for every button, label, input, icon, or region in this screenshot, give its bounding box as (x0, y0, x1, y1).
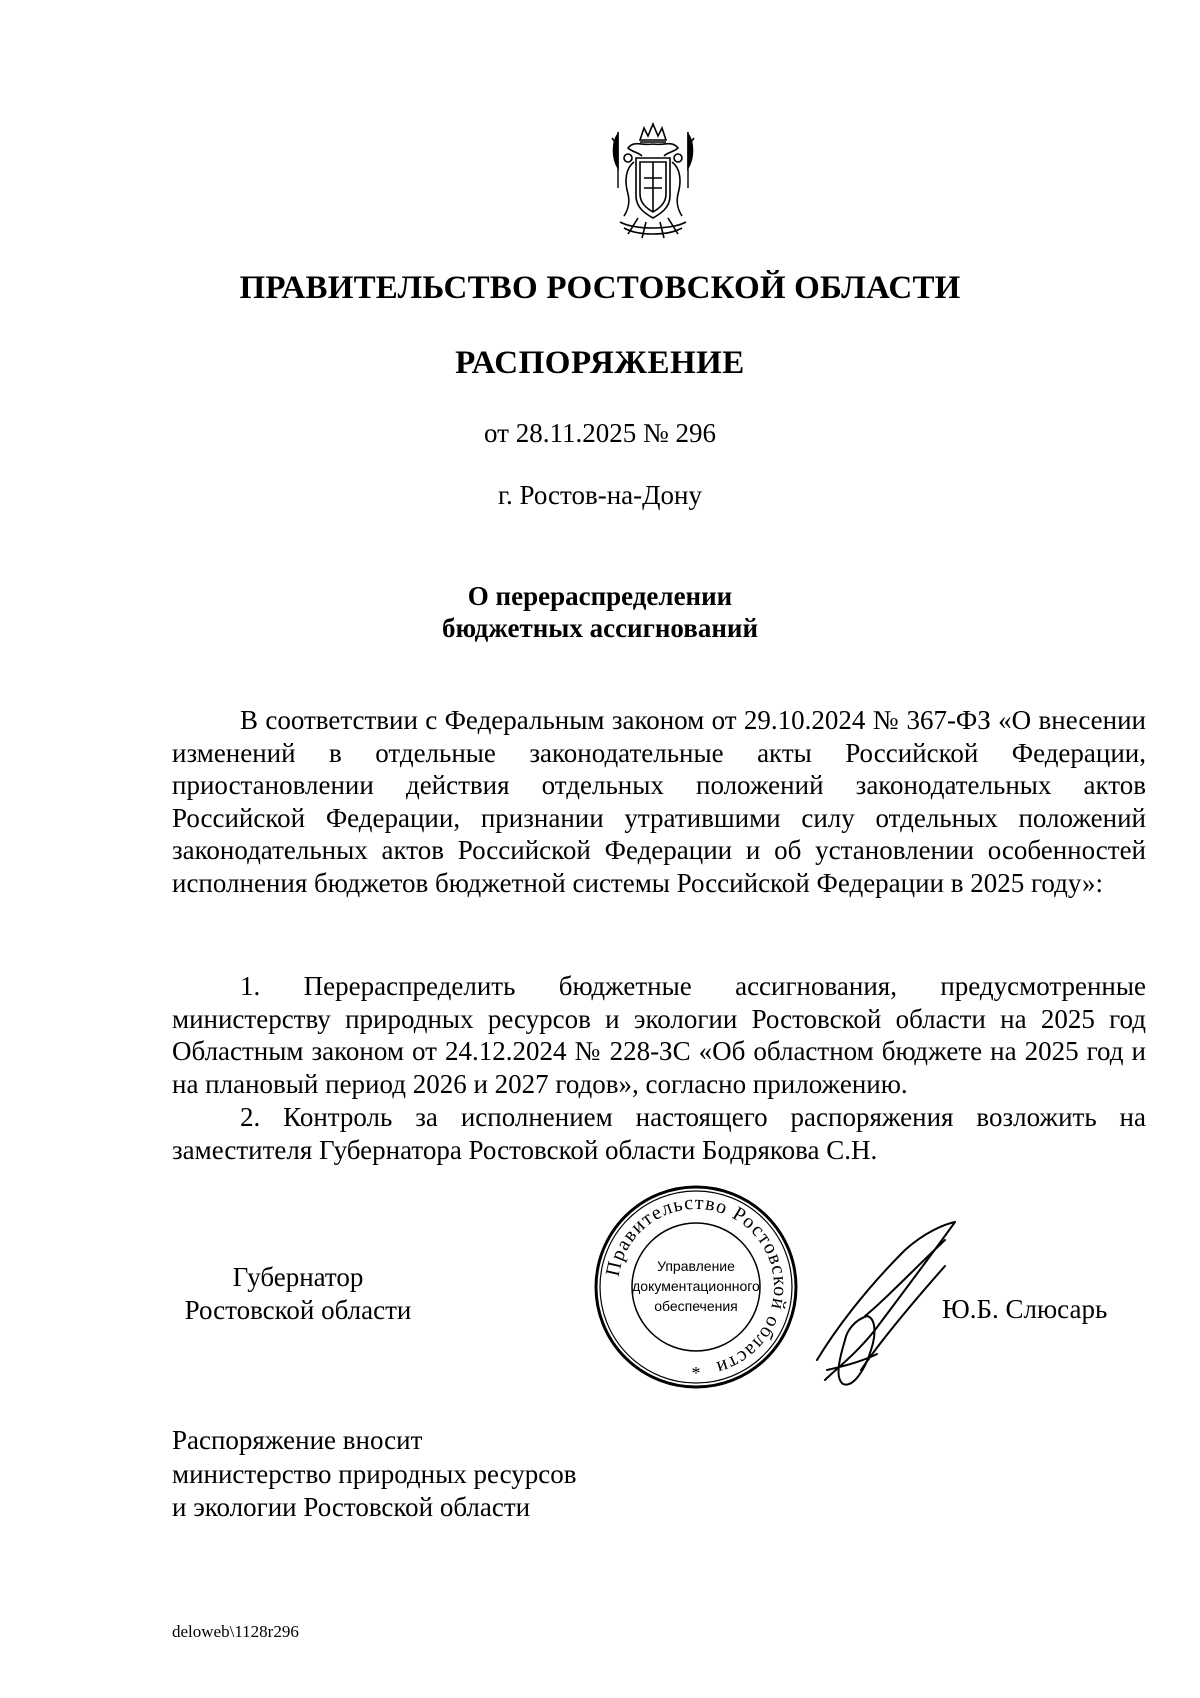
signatory-role-line-1: Губернатор (232, 1262, 364, 1292)
seal-center-line-2: документационного (632, 1278, 760, 1294)
preamble-paragraph (172, 704, 1146, 899)
subject-line-1: О перераспределении (467, 581, 733, 611)
item-2-text: 2. Контроль за исполнением настоящего распоряжения возложить на заместителя Губернатора Ростовской области Бодрякова С.Н. (172, 1102, 1146, 1165)
item-2-paragraph (172, 1101, 1146, 1166)
official-seal (592, 1183, 800, 1391)
seal-ring-text: Правительство Ростовской области (601, 1191, 792, 1380)
seal-center-line-3: обеспечения (654, 1298, 738, 1314)
submitted-by-line-1: Распоряжение вносит (172, 1425, 423, 1455)
organization-title: ПРАВИТЕЛЬСТВО РОСТОВСКОЙ ОБЛАСТИ (239, 270, 961, 306)
seal-star: * (691, 1363, 701, 1383)
signatory-name: Ю.Б. Слюсарь (942, 1294, 1108, 1324)
seal-center-line-1: Управление (657, 1258, 735, 1274)
document-city: г. Ростов-на-Дону (497, 480, 702, 510)
item-1-paragraph (172, 970, 1146, 1100)
submitted-by-block (172, 1424, 577, 1525)
submitted-by-line-2: министерство природных ресурсов (172, 1458, 577, 1489)
signatory-role (178, 1261, 418, 1327)
signatory-role-line-2: Ростовской области (184, 1295, 412, 1325)
submitted-by-line-3: и экологии Ростовской области (172, 1492, 531, 1522)
preamble-text: В соответствии с Федеральным законом от 29.10.2024 № 367-ФЗ «О внесении изменений в отдельные законодательные акты Российской Федерации, приостановлении действия отдельных положений законодательных актов Российской Федерации, признании утратившими силу отдельных положений законодательных актов Российской Федерации и об установлении особенностей исполнения бюджетов бюджетной системы Российской Федерации в 2025 году»: (172, 705, 1146, 898)
document-type: РАСПОРЯЖЕНИЕ (455, 345, 745, 381)
document-subject (0, 580, 1200, 644)
coat-of-arms-icon (598, 118, 708, 243)
subject-line-2: бюджетных ассигнований (441, 613, 759, 643)
item-1-text: 1. Перераспределить бюджетные ассигнования, предусмотренные министерству природных ресурсов и экологии Ростовской области на 2025 год Областным законом от 24.12.2024 № 228-ЗС «Об областном бюджете на 2025 год и на плановый период 2026 и 2027 годов», согласно приложению. (172, 971, 1146, 1099)
document-file-code: deloweb\1128r296 (172, 1622, 299, 1641)
document-date-number: от 28.11.2025 № 296 (484, 418, 716, 448)
